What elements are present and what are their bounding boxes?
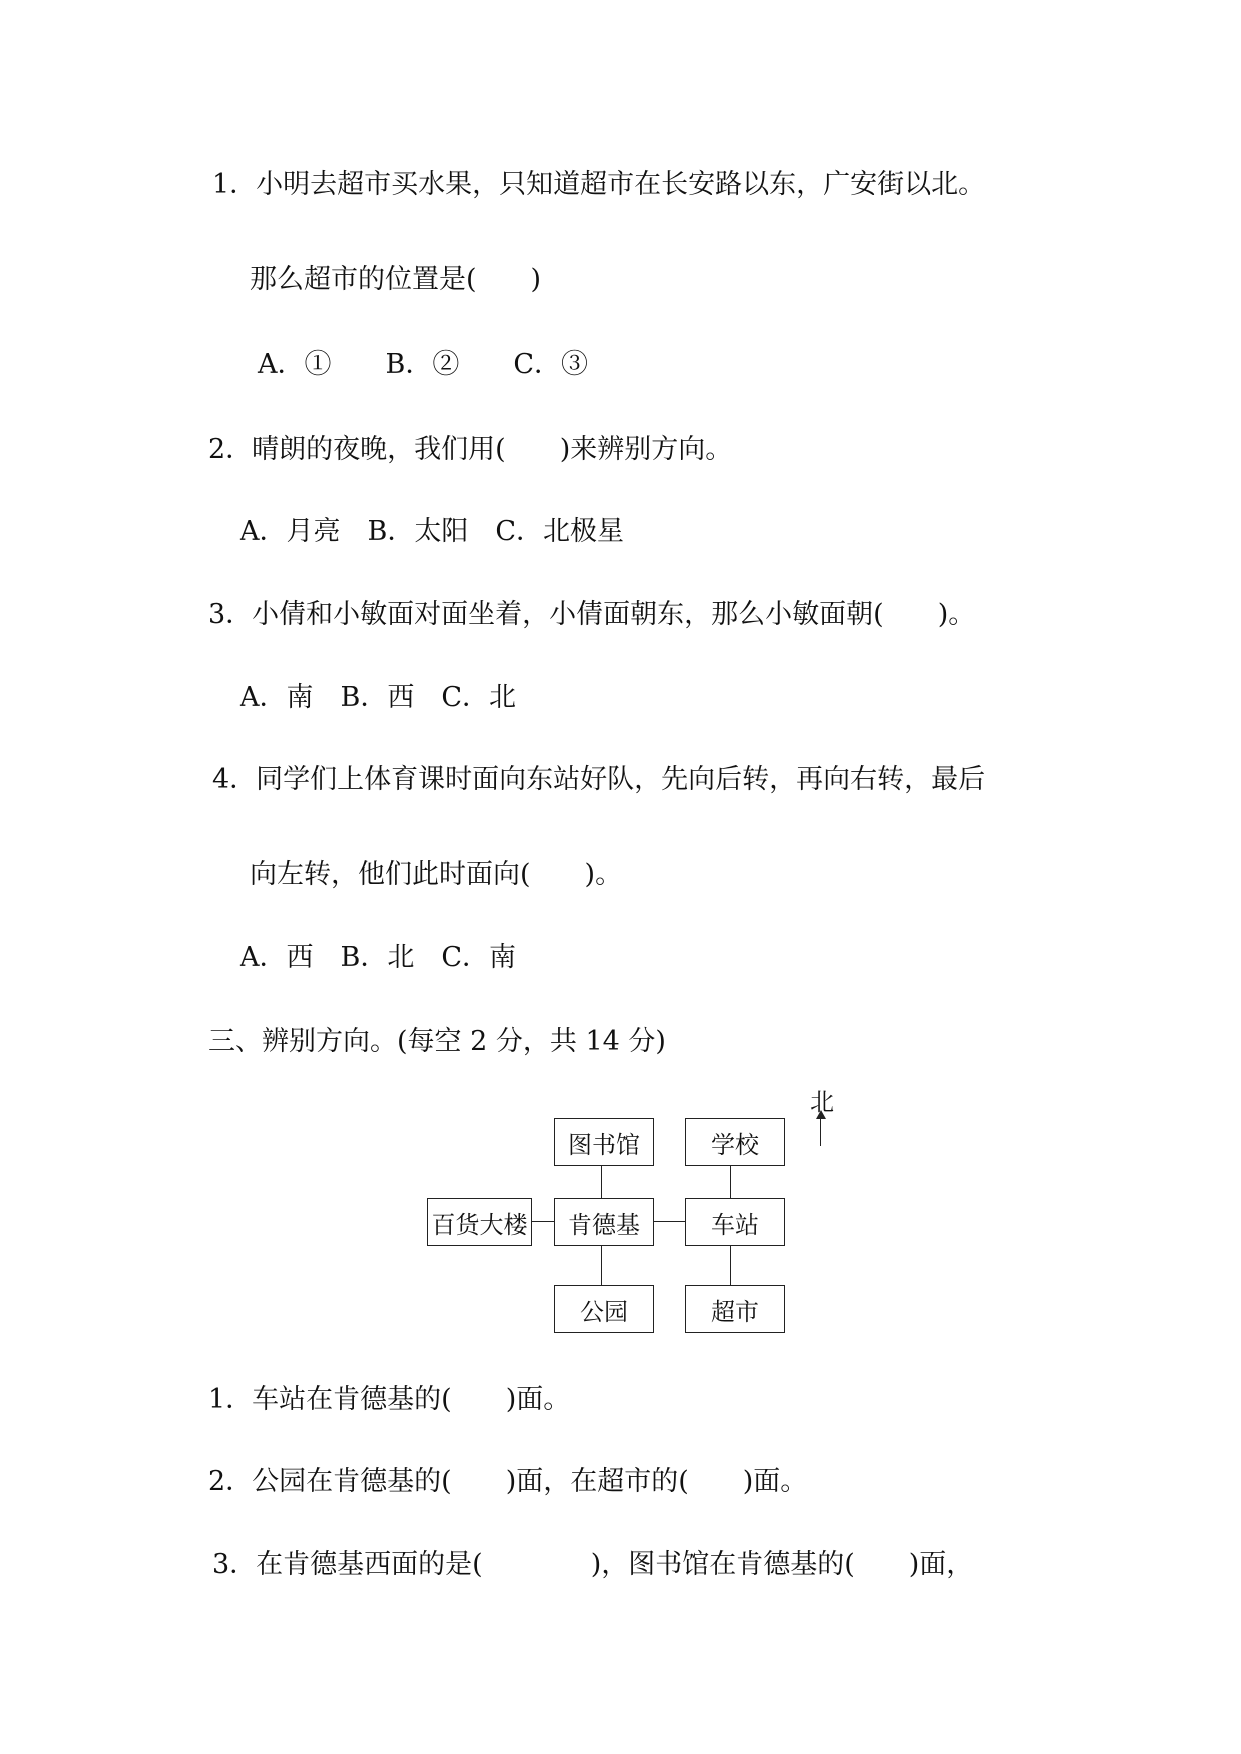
box-school: 学校	[685, 1118, 785, 1166]
s3-q1-text: 1．车站在肯德基的( )面。	[208, 1384, 571, 1415]
q1-text: 1．小明去超市买水果，只知道超市在长安路以东，广安街以北。	[212, 169, 986, 200]
s3-q2-text: 2．公园在肯德基的( )面，在超市的( )面。	[208, 1466, 808, 1497]
q2-options: A．月亮 B．太阳 C．北极星	[240, 516, 624, 547]
q4-options: A．西 B．北 C．南	[240, 942, 516, 973]
north-label: 北	[810, 1088, 834, 1116]
q3-options: A．南 B．西 C．北	[240, 682, 516, 713]
box-department-store: 百货大楼	[427, 1198, 532, 1246]
box-kfc: 肯德基	[554, 1198, 654, 1246]
box-supermarket: 超市	[685, 1285, 785, 1333]
q1-text-cont: 那么超市的位置是( )	[250, 264, 542, 295]
q3-text: 3．小倩和小敏面对面坐着，小倩面朝东，那么小敏面朝( )。	[208, 599, 976, 630]
q4-text: 4．同学们上体育课时面向东站好队，先向后转，再向右转，最后	[212, 764, 986, 795]
north-arrowhead-icon	[816, 1110, 826, 1119]
q2-text: 2．晴朗的夜晚，我们用( )来辨别方向。	[208, 434, 733, 465]
s3-q3-text: 3．在肯德基西面的是( )，图书馆在肯德基的( )面，	[212, 1549, 974, 1580]
box-library: 图书馆	[554, 1118, 654, 1166]
q1-options: A．① B．② C．③	[258, 349, 588, 380]
box-station: 车站	[685, 1198, 785, 1246]
section-3-heading: 三、辨别方向。(每空 2 分，共 14 分)	[208, 1026, 666, 1057]
box-park: 公园	[554, 1285, 654, 1333]
q4-text-cont: 向左转，他们此时面向( )。	[250, 859, 623, 890]
